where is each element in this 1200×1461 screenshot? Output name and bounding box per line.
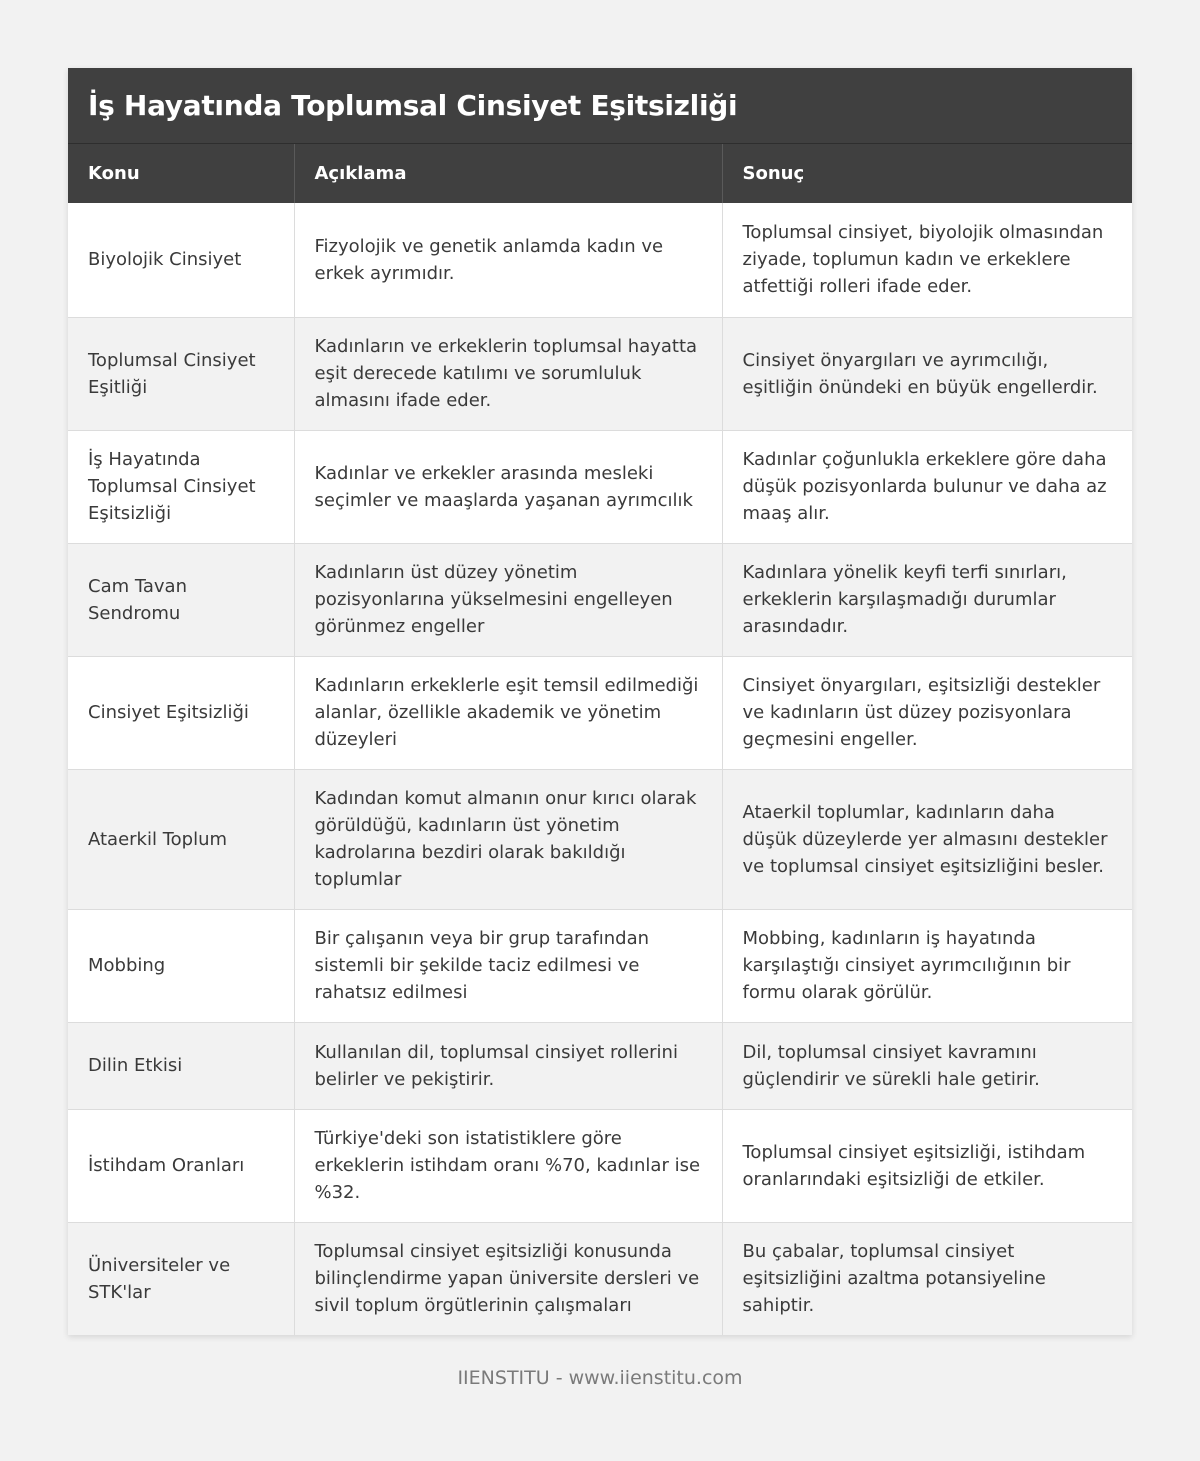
description-cell: Kullanılan dil, toplumsal cinsiyet rollerini belirler ve pekiştirir. [294,1022,722,1109]
topic-cell: Mobbing [68,909,294,1022]
description-cell: Türkiye'deki son istatistiklere göre erkeklerin istihdam oranı %70, kadınlar ise %32. [294,1109,722,1222]
table-row [68,543,1132,656]
description-cell: Toplumsal cinsiyet eşitsizliği konusunda bilinçlendirme yapan üniversite dersleri ve sivil toplum örgütlerinin çalışmaları [294,1222,722,1335]
description-cell: Kadınların ve erkeklerin toplumsal hayatta eşit derecede katılımı ve sorumluluk almasını ifade eder. [294,317,722,430]
description-cell: Bir çalışanın veya bir grup tarafından sistemli bir şekilde taciz edilmesi ve rahatsız edilmesi [294,909,722,1022]
description-cell: Kadınların erkeklerle eşit temsil edilmediği alanlar, özellikle akademik ve yönetim düzeyleri [294,656,722,769]
result-cell: Bu çabalar, toplumsal cinsiyet eşitsizliğini azaltma potansiyeline sahiptir. [722,1222,1132,1335]
topic-cell: Toplumsal Cinsiyet Eşitliği [68,317,294,430]
topic-cell: Ataerkil Toplum [68,769,294,909]
result-cell: Toplumsal cinsiyet eşitsizliği, istihdam oranlarındaki eşitsizliği de etkiler. [722,1109,1132,1222]
table-row [68,203,1132,317]
topic-cell: Üniversiteler ve STK'lar [68,1222,294,1335]
table-header-row [68,144,1132,203]
table-row [68,656,1132,769]
result-cell: Dil, toplumsal cinsiyet kavramını güçlendirir ve sürekli hale getirir. [722,1022,1132,1109]
result-cell: Cinsiyet önyargıları ve ayrımcılığı, eşitliğin önündeki en büyük engellerdir. [722,317,1132,430]
column-header-topic: Konu [68,144,294,203]
result-cell: Kadınlara yönelik keyfi terfi sınırları, erkeklerin karşılaşmadığı durumlar arasındadır. [722,543,1132,656]
table-row [68,769,1132,909]
result-cell: Toplumsal cinsiyet, biyolojik olmasından ziyade, toplumun kadın ve erkeklere atfettiği rolleri ifade eder. [722,203,1132,317]
description-cell: Fizyolojik ve genetik anlamda kadın ve erkek ayrımıdır. [294,203,722,317]
table-row [68,430,1132,543]
column-header-result: Sonuç [722,144,1132,203]
table-row [68,909,1132,1022]
table-row [68,1109,1132,1222]
data-table [68,144,1132,1335]
result-cell: Kadınlar çoğunlukla erkeklere göre daha düşük pozisyonlarda bulunur ve daha az maaş alır. [722,430,1132,543]
topic-cell: Cinsiyet Eşitsizliği [68,656,294,769]
description-cell: Kadınların üst düzey yönetim pozisyonlarına yükselmesini engelleyen görünmez engeller [294,543,722,656]
title-bar [68,68,1132,144]
table-row [68,317,1132,430]
result-cell: Cinsiyet önyargıları, eşitsizliği destekler ve kadınların üst düzey pozisyonlara geçmesini engeller. [722,656,1132,769]
result-cell: Ataerkil toplumlar, kadınların daha düşük düzeylerde yer almasını destekler ve toplumsal cinsiyet eşitsizliğini besler. [722,769,1132,909]
table-row [68,1022,1132,1109]
page-title: İş Hayatında Toplumsal Cinsiyet Eşitsizliği [88,89,738,122]
description-cell: Kadınlar ve erkekler arasında mesleki seçimler ve maaşlarda yaşanan ayrımcılık [294,430,722,543]
table-row [68,1222,1132,1335]
topic-cell: İstihdam Oranları [68,1109,294,1222]
topic-cell: Cam Tavan Sendromu [68,543,294,656]
topic-cell: Biyolojik Cinsiyet [68,203,294,317]
topic-cell: Dilin Etkisi [68,1022,294,1109]
column-header-description: Açıklama [294,144,722,203]
description-cell: Kadından komut almanın onur kırıcı olarak görüldüğü, kadınların üst yönetim kadrolarına bezdiri olarak bakıldığı toplumlar [294,769,722,909]
topic-cell: İş Hayatında Toplumsal Cinsiyet Eşitsizliği [68,430,294,543]
table-card [68,68,1132,1335]
footer-credit: IIENSTITU - www.iienstitu.com [457,1367,743,1389]
result-cell: Mobbing, kadınların iş hayatında karşılaştığı cinsiyet ayrımcılığının bir formu olarak görülür. [722,909,1132,1022]
